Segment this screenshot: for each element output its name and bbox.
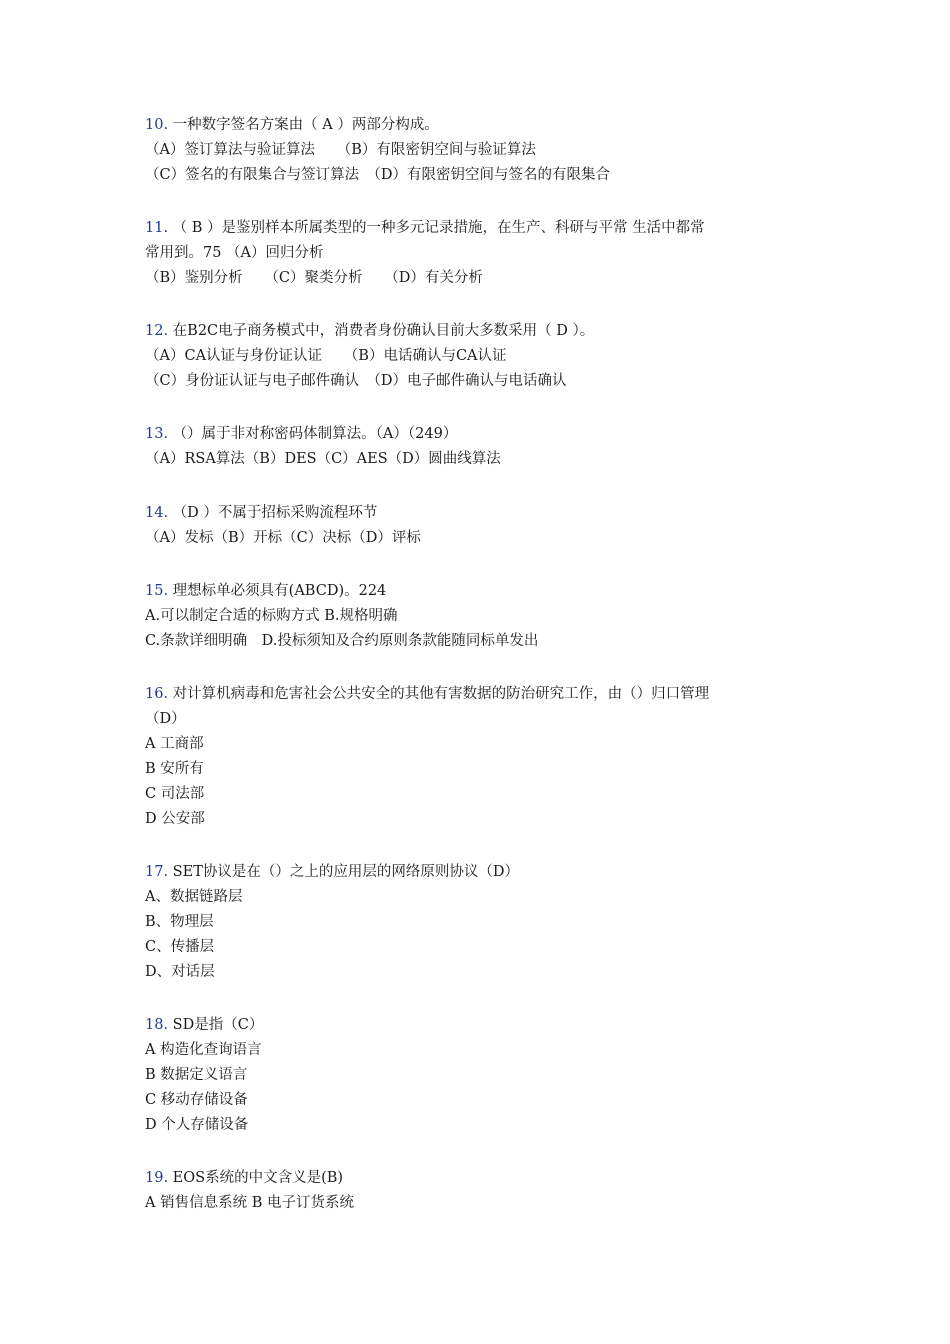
question-number: 15. — [145, 583, 169, 599]
question-number: 14. — [145, 505, 169, 521]
question-answer-key: （D） — [145, 711, 186, 727]
question-number: 17. — [145, 864, 169, 880]
question-text-continued: 常用到。75 （A）回归分析 — [145, 245, 324, 261]
answer-line: （A）RSA算法（B）DES（C）AES（D）圆曲线算法 — [145, 451, 501, 467]
question-text: 对计算机病毒和危害社会公共安全的其他有害数据的防治研究工作，由（）归口管理 — [172, 686, 710, 702]
answer-option: B、物理层 — [145, 914, 214, 930]
answer-option: A 构造化查询语言 — [145, 1042, 262, 1058]
question-14 — [145, 501, 825, 551]
question-18 — [145, 1013, 825, 1138]
question-12 — [145, 319, 825, 394]
answer-option: A 工商部 — [145, 736, 204, 752]
question-text: SD是指（C） — [172, 1017, 264, 1033]
question-stem — [145, 682, 825, 707]
question-stem — [145, 1013, 825, 1038]
question-10 — [145, 113, 825, 188]
question-stem — [145, 319, 825, 344]
question-text: 一种数字签名方案由（ A ）两部分构成。 — [172, 117, 439, 133]
answer-line: A 销售信息系统 B 电子订货系统 — [145, 1195, 354, 1211]
question-stem — [145, 216, 825, 241]
question-text: （ B ）是鉴别样本所属类型的一种多元记录措施，在生产、科研与平常 生活中都常 — [172, 220, 705, 236]
question-stem — [145, 501, 825, 526]
question-text: SET协议是在（）之上的应用层的网络原则协议（D） — [172, 864, 519, 880]
question-text: （）属于非对称密码体制算法。（A）（249） — [172, 426, 458, 442]
question-11 — [145, 216, 825, 291]
answer-option: D 公安部 — [145, 811, 205, 827]
question-17 — [145, 860, 825, 985]
answer-option: C 移动存储设备 — [145, 1092, 248, 1108]
answer-option: C 司法部 — [145, 786, 205, 802]
answer-line: （C）签名的有限集合与签订算法 （D）有限密钥空间与签名的有限集合 — [145, 167, 610, 183]
answer-option: B 安所有 — [145, 761, 204, 777]
answer-option: B 数据定义语言 — [145, 1067, 248, 1083]
question-stem — [145, 579, 825, 604]
question-number: 13. — [145, 426, 169, 442]
question-number: 11. — [145, 220, 169, 236]
question-stem — [145, 1166, 825, 1191]
question-number: 19. — [145, 1170, 169, 1186]
question-number: 18. — [145, 1017, 169, 1033]
question-13 — [145, 422, 825, 472]
answer-line: （C）身份证认证与电子邮件确认 （D）电子邮件确认与电话确认 — [145, 373, 567, 389]
answer-line: （A）CA认证与身份证认证 （B）电话确认与CA认证 — [145, 348, 507, 364]
question-number: 10. — [145, 117, 169, 133]
answer-line: C.条款详细明确 D.投标须知及合约原则条款能随同标单发出 — [145, 633, 539, 649]
question-text: EOS系统的中文含义是(B) — [172, 1170, 344, 1186]
question-stem — [145, 113, 825, 138]
question-number: 16. — [145, 686, 169, 702]
answer-line: （A）签订算法与验证算法 （B）有限密钥空间与验证算法 — [145, 142, 536, 158]
question-19 — [145, 1166, 825, 1216]
answer-line: （A）发标（B）开标（C）决标（D）评标 — [145, 530, 421, 546]
question-15 — [145, 579, 825, 654]
question-text: 理想标单必须具有(ABCD)。224 — [172, 583, 387, 599]
question-stem — [145, 860, 825, 885]
answer-option: C、传播层 — [145, 939, 215, 955]
answer-line: A.可以制定合适的标购方式 B.规格明确 — [145, 608, 398, 624]
answer-line: （B）鉴别分析 （C）聚类分析 （D）有关分析 — [145, 270, 483, 286]
question-16 — [145, 682, 825, 832]
question-number: 12. — [145, 323, 169, 339]
answer-option: D 个人存储设备 — [145, 1117, 249, 1133]
question-text: （D ）不属于招标采购流程环节 — [172, 505, 378, 521]
answer-option: A、数据链路层 — [145, 889, 243, 905]
answer-option: D、对话层 — [145, 964, 215, 980]
question-stem — [145, 422, 825, 447]
question-text: 在B2C电子商务模式中，消费者身份确认目前大多数采用（ D ）。 — [172, 323, 595, 339]
